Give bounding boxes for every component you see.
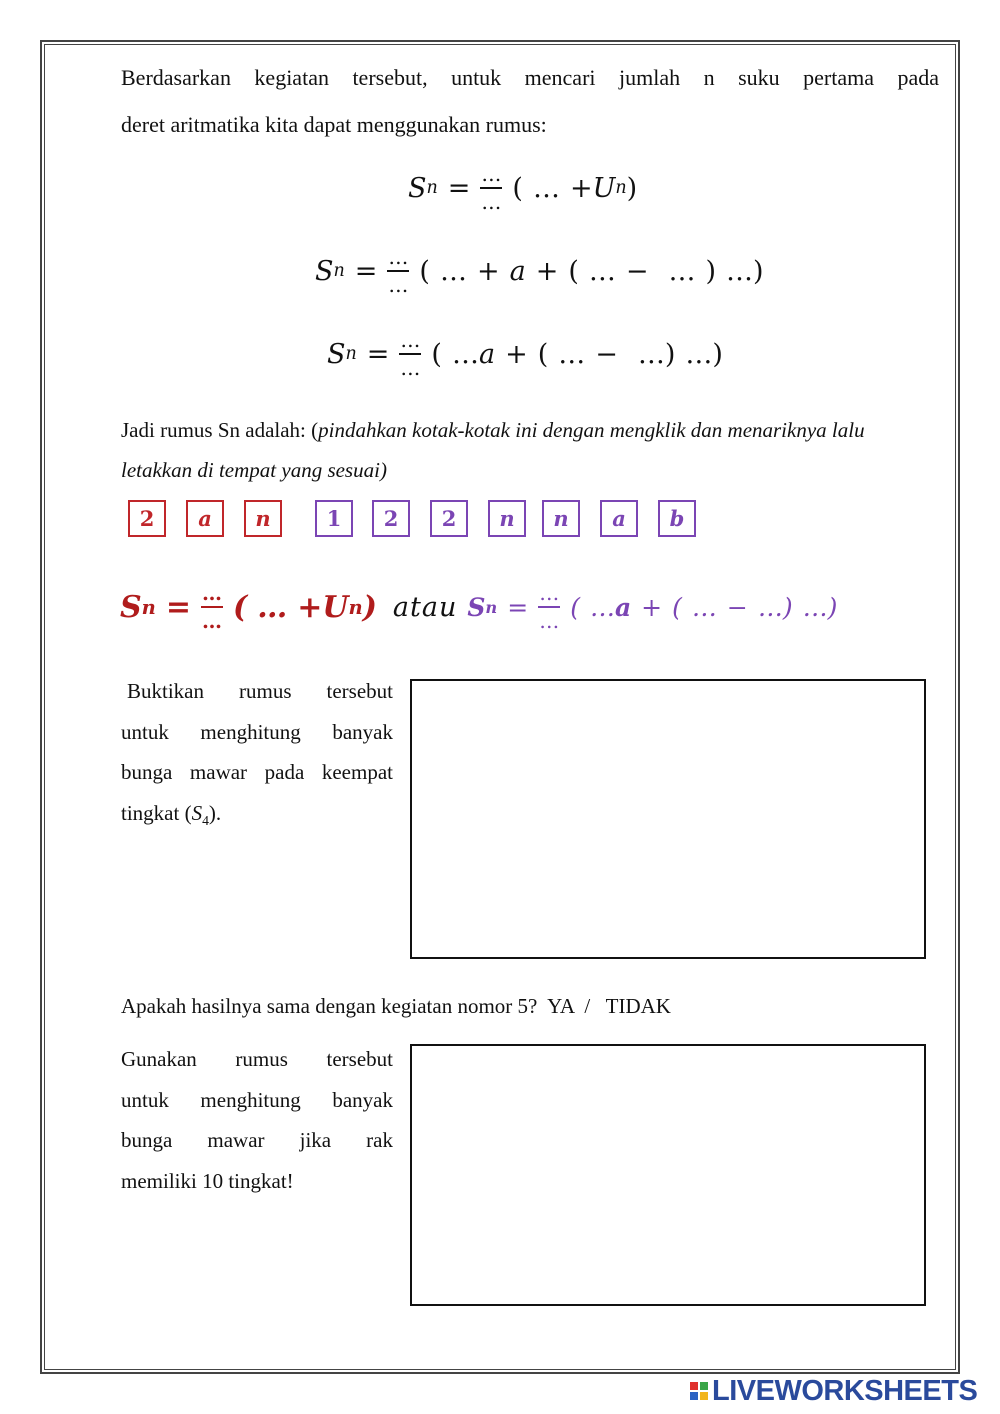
liveworksheets-logo: LIVEWORKSHEETS (690, 1375, 977, 1407)
drag-tile[interactable]: n (244, 500, 282, 537)
final-formula (120, 582, 837, 632)
drop-slot[interactable]: … (202, 581, 222, 605)
intro-line-2: deret aritmatika kita dapat menggunakan rumus: (121, 112, 547, 137)
drop-slot[interactable]: … (589, 592, 615, 622)
drop-slot[interactable]: … (202, 609, 222, 633)
drag-tile[interactable]: n (542, 500, 580, 537)
drop-slot[interactable]: … (257, 589, 288, 625)
formula-sn-purple: S n = $\frac{\dots}{\dots}$ ( … a + ( … − … ) … ) (467, 581, 838, 633)
drop-slot[interactable]: … (757, 592, 783, 622)
drop-slot[interactable]: … (691, 592, 717, 622)
formula-sn-red: S n = $\frac{\dots}{\dots}$ ( … + U n ) (120, 581, 377, 633)
drop-slot[interactable]: … (539, 581, 560, 605)
equation-1: S n = $\frac{\dots}{\dots}$ ( … + U n ) (408, 162, 638, 214)
atau-text: atau (392, 591, 458, 623)
drag-tile[interactable]: a (600, 500, 638, 537)
drop-slot[interactable]: … (802, 592, 828, 622)
equation-3: S n = $\frac{\dots}{\dots}$ ( … a + ( … − … ) … ) (327, 328, 723, 380)
drop-slot[interactable]: … (539, 609, 560, 633)
drag-tile[interactable]: 2 (430, 500, 468, 537)
drag-tile[interactable]: n (488, 500, 526, 537)
intro-line-1: Berdasarkan kegiatan tersebut, untuk mencari jumlah n suku pertama pada (121, 65, 939, 90)
question-5: Apakah hasilnya sama dengan kegiatan nomor 5? YA / TIDAK (121, 994, 671, 1018)
instruction-text: Jadi rumus Sn adalah: (pindahkan kotak-kotak ini dengan mengklik dan menariknya lalu letakkan di tempat yang sesuai) (121, 418, 865, 482)
drag-tile[interactable]: 2 (128, 500, 166, 537)
answer-box-2[interactable] (410, 1044, 926, 1306)
task1-text: Buktikan rumus tersebut untuk menghitung banyak bunga mawar pada keempat tingkat $(S_4)$. (121, 679, 393, 828)
answer-box-1[interactable] (410, 679, 926, 959)
drag-tile[interactable]: 1 (315, 500, 353, 537)
logo-grid-icon (690, 1382, 708, 1400)
drag-tile[interactable]: b (658, 500, 696, 537)
task2-text: Gunakan rumus tersebut untuk menghitung banyak bunga mawar jika rak memiliki 10 tingkat! (121, 1047, 393, 1193)
drag-tile[interactable]: 2 (372, 500, 410, 537)
equation-2: S n = $\frac{\dots}{\dots}$ ( … + a + ( … − … ) … ) (315, 245, 764, 297)
drag-tile[interactable]: a (186, 500, 224, 537)
